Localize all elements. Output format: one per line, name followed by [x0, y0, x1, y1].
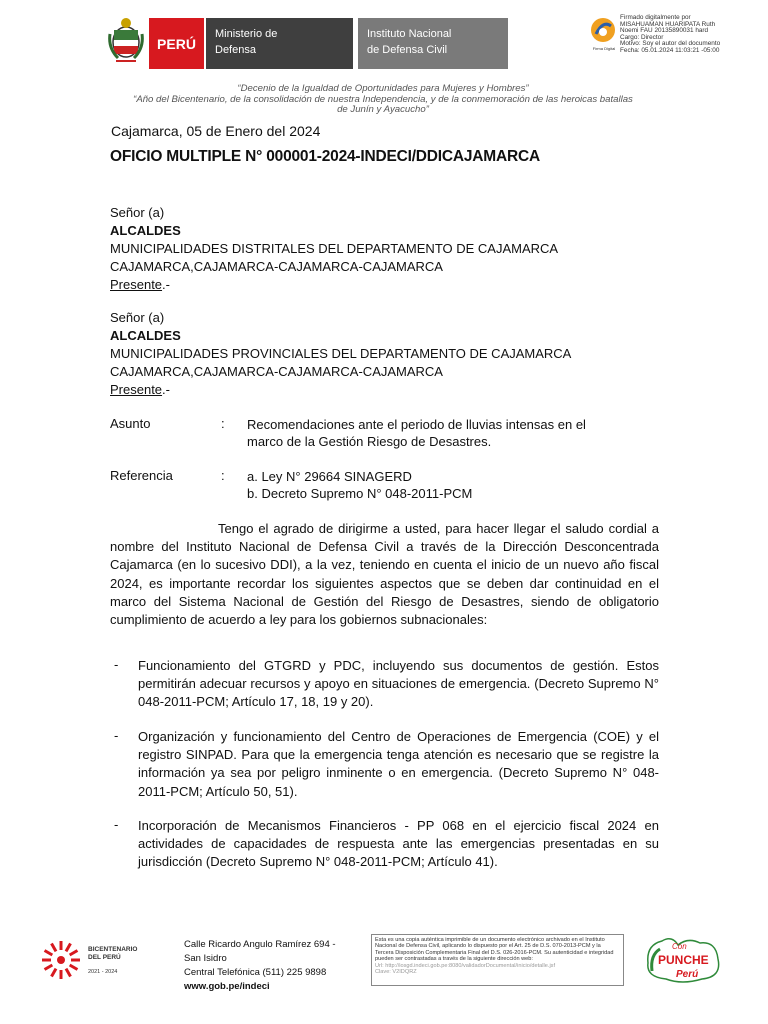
ministry-line1: Ministerio de: [215, 28, 278, 40]
recipient-title: ALCALDES: [110, 328, 181, 343]
signature-line: MISAHUAMAN HUARIPATA Ruth: [620, 20, 716, 28]
body-text: Tengo el agrado de dirigirme a usted, para hacer llegar el saludo cordial a nombre del Instituto Nacional de Defensa Civil a través de la Dirección Desconcentrada Cajamarca (en lo sucesivo DDI), a la vez, teniendo en cuenta el inicio de un nuevo año fiscal 2024, es importante recordar los siguientes aspectos que se deben dar continuidad en el marco del Sistema Nacional de Gestión del Riesgo de Desastres, siendo de obligatorio cumplimiento de acuerdo a ley para los gobiernos subnacionales:: [110, 521, 659, 628]
institute-line1: Instituto Nacional: [367, 28, 452, 40]
ministry-line2: Defensa: [215, 44, 256, 56]
digital-signature-block: [620, 15, 760, 55]
peru-label: PERÚ: [149, 18, 204, 69]
bullet-item-3: Incorporación de Mecanismos Financieros - PP 068 en el ejercicio fiscal 2024 en actividades de capacidades de respuesta ante las emergencias presentadas en su jurisdicción (Decreto Supremo N° 048-2011-PCM; Artículo 41).: [138, 818, 659, 870]
referencia-label: Referencia: [110, 468, 173, 483]
ministry-label: [206, 18, 353, 69]
body-paragraph: [110, 520, 659, 629]
con-punche-peru-logo: [642, 933, 724, 985]
bullet-dash: -: [114, 817, 119, 832]
website-link[interactable]: www.gob.pe/indeci: [184, 981, 270, 992]
recipient-presente: [110, 276, 558, 294]
notice-text: Esta es una copia auténtica imprimible de un documento electrónico archivado en el Instituto Nacional de Defensa Civil, aplicando lo dispuesto por el Art. 25 de D.S. 070-2013-PCM y la Tercera Disposición Complementaria Final del D.S. 026-2016-PCM. Su autenticidad e integridad pueden ser contrastadas a través de la siguiente dirección web:: [375, 937, 614, 963]
bullet-item-2: Organización y funcionamiento del Centro de Operaciones de Emergencia (COE) y el registro SINPAD. Para que la emergencia tenga atención es necesario que se registre la información ya sea por peligro inminente o en emergencia. (Decreto Supremo N° 048-2011-PCM; Artículo 50, 51).: [138, 729, 659, 799]
phone: Central Telefónica (511) 225 9898: [184, 967, 327, 978]
campaign-punche: PUNCHE: [658, 953, 709, 967]
campaign-con: Con: [672, 942, 687, 951]
bicentenario-label: [88, 946, 137, 961]
footer-address: [184, 938, 336, 994]
decenio-heading: [90, 84, 676, 116]
institute-label: [358, 18, 508, 69]
decenio-line2: “Año del Bicentenario, de la consolidación de nuestra Independencia, y de la conmemoración de las heroicas batallas: [133, 93, 633, 105]
bullet-dash: -: [114, 657, 119, 672]
authenticity-notice: [371, 934, 624, 986]
bullet-item-1: Funcionamiento del GTGRD y PDC, incluyendo sus documentos de gestión. Estos permitirán adecuar recursos y apoyo en situaciones de emergencia. (Decreto Supremo N° 048-2011-PCM; Artículo 17, 18, 19 y 20).: [138, 658, 659, 710]
presente-suffix: .-: [162, 382, 170, 397]
decenio-line3: de Junín y Ayacucho”: [337, 104, 429, 115]
oficio-number: OFICIO MULTIPLE N° 000001-2024-INDECI/DDICAJAMARCA: [110, 148, 540, 165]
decenio-line1: “Decenio de la Igualdad de Oportunidades para Mujeres y Hombres”: [237, 83, 529, 94]
referencia-colon: :: [221, 468, 225, 483]
recipient-location: CAJAMARCA,CAJAMARCA-CAJAMARCA-CAJAMARCA: [110, 259, 443, 274]
bullet-dash: -: [114, 728, 119, 743]
presente-word: Presente: [110, 277, 163, 292]
referencia-a: a. Ley N° 29664 SINAGERD: [247, 469, 412, 484]
recipient-title: ALCALDES: [110, 223, 181, 238]
bicentenario-line1: BICENTENARIO: [88, 946, 138, 953]
signature-line: Fecha: 05.01.2024 11:03:21 -05:00: [620, 46, 720, 54]
coat-of-arms-icon: [106, 14, 146, 66]
recipient-salutation: Señor (a): [110, 310, 165, 325]
recipient-presente: [110, 381, 571, 399]
asunto-value: [247, 416, 627, 450]
notice-key: Clave: V2IDQRZ: [375, 969, 417, 976]
recipient-block-2: [110, 309, 571, 399]
bicentenario-years: 2021 - 2024: [88, 969, 118, 975]
digital-signature-logo-icon: [589, 16, 617, 46]
campaign-peru: Perú: [676, 969, 699, 980]
asunto-label: Asunto: [110, 416, 151, 431]
recipient-org: MUNICIPALIDADES DISTRITALES DEL DEPARTAMENTO DE CAJAMARCA: [110, 241, 559, 256]
recipient-block-1: [110, 204, 558, 294]
digital-signature-caption: Firma Digital: [592, 46, 616, 51]
asunto-line2: marco de la Gestión Riesgo de Desastres.: [247, 434, 492, 449]
signature-line: Firmado digitalmente por: [620, 14, 691, 21]
address-line1: Calle Ricardo Angulo Ramírez 694 -: [184, 939, 336, 950]
presente-suffix: .-: [162, 277, 170, 292]
bicentenario-logo-icon: [38, 938, 84, 982]
asunto-line1: Recomendaciones ante el periodo de lluvias intensas en el: [247, 417, 586, 432]
recipient-location: CAJAMARCA,CAJAMARCA-CAJAMARCA-CAJAMARCA: [110, 364, 443, 379]
notice-url[interactable]: Url: http://iosgd.indeci.gob.pe:8080/validadorDocumental/inicio/detalle.jsf: [375, 962, 556, 969]
presente-word: Presente: [110, 382, 163, 397]
recipient-org: MUNICIPALIDADES PROVINCIALES DEL DEPARTAMENTO DE CAJAMARCA: [110, 346, 572, 361]
recipient-salutation: Señor (a): [110, 205, 165, 220]
asunto-colon: :: [221, 416, 225, 431]
document-date: Cajamarca, 05 de Enero del 2024: [111, 123, 321, 139]
bicentenario-line2: DEL PERÚ: [88, 953, 121, 961]
signature-line: Motivo: Soy el autor del documento: [620, 40, 721, 48]
institute-line2: de Defensa Civil: [367, 44, 448, 56]
address-line2: San Isidro: [184, 953, 227, 964]
referencia-b: b. Decreto Supremo N° 048-2011-PCM: [247, 486, 473, 501]
signature-line: Cargo: Director: [620, 33, 664, 41]
signature-line: Noemi FAU 20135890031 hard: [620, 27, 709, 35]
referencia-value: [247, 468, 627, 502]
